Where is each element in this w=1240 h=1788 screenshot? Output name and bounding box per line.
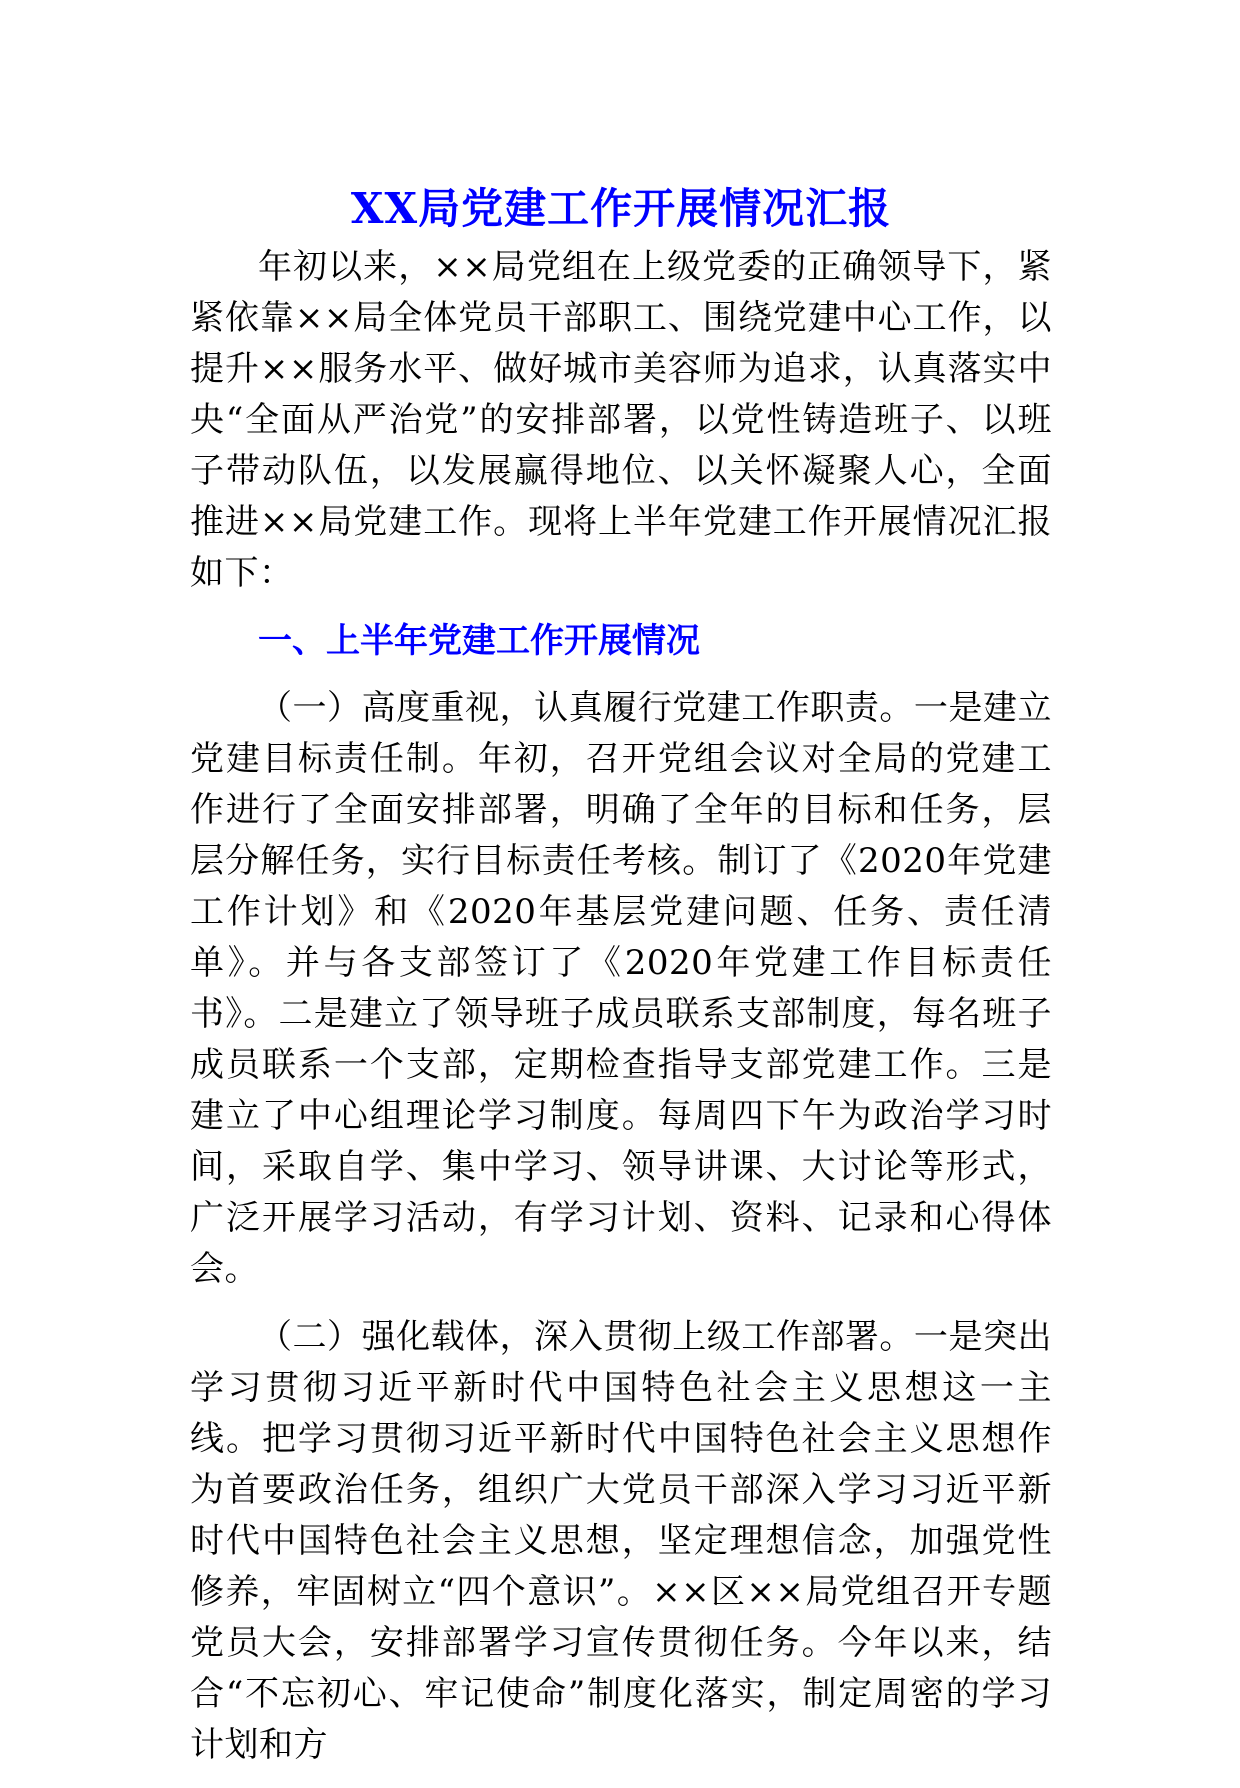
document-title: XX局党建工作开展情况汇报 (350, 184, 892, 233)
section-heading: 一、上半年党建工作开展情况 (258, 621, 700, 661)
document-body (190, 178, 1052, 1788)
paragraph-deployment: （二）强化载体，深入贯彻上级工作部署。一是突出学习贯彻习近平新时代中国特色社会主义思想这一主线。把学习贯彻习近平新时代中国特色社会主义思想作为首要政治任务，组织广大党员干部深入学习习近平新时代中国特色社会主义思想，坚定理想信念，加强党性修养，牢固树立“四个意识”。××区××局党组召开专题党员大会，安排部署学习宣传贯彻任务。今年以来，结合“不忘初心、牢记使命”制度化落实，制定周密的学习计划和方 (190, 1317, 1052, 1765)
paragraph-duties: （一）高度重视，认真履行党建工作职责。一是建立党建目标责任制。年初，召开党组会议对全局的党建工作进行了全面安排部署，明确了全年的目标和任务，层层分解任务，实行目标责任考核。制订了《2020年党建工作计划》和《2020年基层党建问题、任务、责任清单》。并与各支部签订了《2020年党建工作目标责任书》。二是建立了领导班子成员联系支部制度，每名班子成员联系一个支部，定期检查指导支部党建工作。三是建立了中心组理论学习制度。每周四下午为政治学习时间，采取自学、集中学习、领导讲课、大讨论等形式，广泛开展学习活动，有学习计划、资料、记录和心得体会。 (190, 688, 1052, 1289)
intro-paragraph: 年初以来，××局党组在上级党委的正确领导下，紧紧依靠××局全体党员干部职工、围绕党建中心工作，以提升××服务水平、做好城市美容师为追求，认真落实中央“全面从严治党”的安排部署，以党性铸造班子、以班子带动队伍，以发展赢得地位、以关怀凝聚人心，全面推进××局党建工作。现将上半年党建工作开展情况汇报如下： (190, 247, 1052, 593)
